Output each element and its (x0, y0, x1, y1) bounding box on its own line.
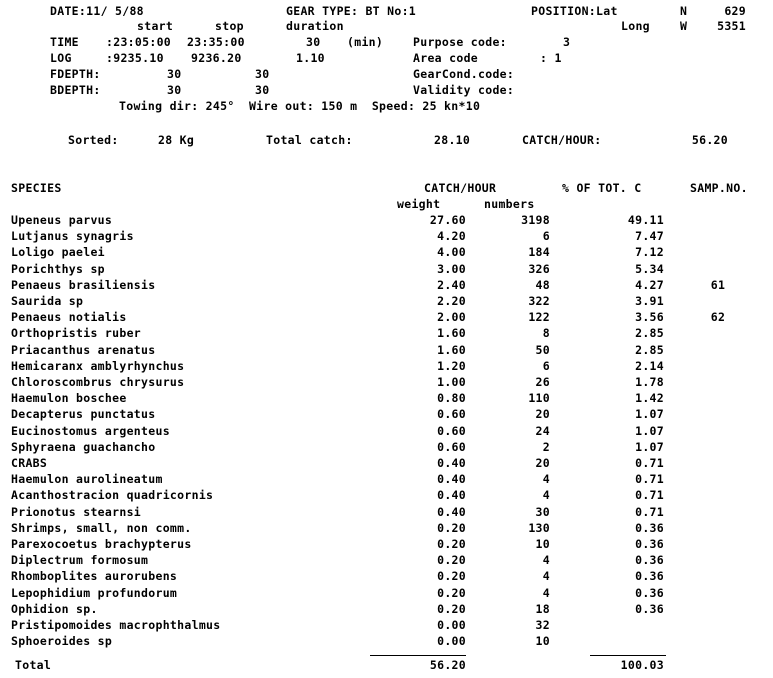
species-name: Saurida sp (11, 294, 84, 308)
catch-weight: 0.40 (437, 456, 466, 470)
sorted-value: 28 Kg (158, 133, 195, 147)
species-name: Haemulon aurolineatum (11, 472, 163, 486)
pct-of-total: 2.85 (635, 326, 664, 340)
catch-weight: 0.60 (437, 407, 466, 421)
time-unit: (min) (347, 35, 384, 49)
catch-weight: 2.20 (437, 294, 466, 308)
fdepth-start: 30 (167, 67, 182, 81)
col-start-label: start (137, 19, 174, 33)
total-pct-rule (590, 655, 666, 656)
long-label: Long (621, 19, 650, 33)
time-duration: 30 (306, 35, 321, 49)
catch-weight: 0.40 (437, 505, 466, 519)
samp-no-header: SAMP.NO. (690, 181, 748, 195)
pct-of-total: 0.36 (635, 602, 664, 616)
catch-weight: 0.00 (437, 618, 466, 632)
catch-numbers: 10 (535, 537, 550, 551)
catch-weight: 4.20 (437, 229, 466, 243)
position-label: POSITION:Lat (531, 4, 618, 18)
total-label: Total (15, 658, 52, 672)
species-name: Penaeus notialis (11, 310, 127, 324)
catch-numbers: 130 (528, 521, 550, 535)
pct-of-total: 7.47 (635, 229, 664, 243)
catch-hour-header: CATCH/HOUR (424, 181, 497, 195)
area-code-value: : 1 (540, 51, 562, 65)
species-name: Sphoeroides sp (11, 634, 113, 648)
log-label: LOG (50, 51, 72, 65)
species-name: Rhomboplites aurorubens (11, 569, 178, 583)
catch-weight: 0.20 (437, 553, 466, 567)
pct-of-total: 1.78 (635, 375, 664, 389)
species-name: Chloroscombrus chrysurus (11, 375, 185, 389)
species-name: Loligo paelei (11, 245, 105, 259)
catch-numbers: 4 (542, 569, 550, 583)
catch-numbers: 322 (528, 294, 550, 308)
catch-weight: 1.20 (437, 359, 466, 373)
catch-weight: 27.60 (429, 213, 466, 227)
catch-weight: 0.20 (437, 521, 466, 535)
catch-numbers: 110 (528, 391, 550, 405)
species-name: Lepophidium profundorum (11, 586, 178, 600)
pct-of-total: 3.56 (635, 310, 664, 324)
catch-numbers: 184 (528, 245, 550, 259)
catch-hour-value: 56.20 (691, 133, 728, 147)
total-weight: 56.20 (429, 658, 466, 672)
time-label: TIME (50, 35, 79, 49)
pct-of-total: 0.36 (635, 521, 664, 535)
gearcond-code-label: GearCond.code: (413, 67, 515, 81)
pct-of-total: 0.71 (635, 472, 664, 486)
species-name: Acanthostracion quadricornis (11, 488, 214, 502)
catch-numbers: 4 (542, 586, 550, 600)
catch-weight: 0.20 (437, 537, 466, 551)
area-code-label: Area code (413, 51, 479, 65)
catch-weight: 1.00 (437, 375, 466, 389)
pct-of-total: 49.11 (627, 213, 664, 227)
pct-of-total: 1.07 (635, 424, 664, 438)
bdepth-start: 30 (167, 83, 182, 97)
species-name: Decapterus punctatus (11, 407, 156, 421)
species-name: Sphyraena guachancho (11, 440, 156, 454)
catch-numbers: 30 (535, 505, 550, 519)
species-name: Porichthys sp (11, 262, 105, 276)
species-name: Shrimps, small, non comm. (11, 521, 192, 535)
catch-numbers: 32 (535, 618, 550, 632)
log-duration: 1.10 (296, 51, 325, 65)
pct-of-total: 2.14 (635, 359, 664, 373)
catch-numbers: 3198 (521, 213, 550, 227)
total-pct: 100.03 (620, 658, 664, 672)
species-name: Ophidion sp. (11, 602, 98, 616)
pct-of-total: 1.07 (635, 440, 664, 454)
fdepth-stop: 30 (255, 67, 270, 81)
species-name: Prionotus stearnsi (11, 505, 142, 519)
catch-numbers: 10 (535, 634, 550, 648)
species-header: SPECIES (11, 181, 62, 195)
pct-of-total: 2.85 (635, 343, 664, 357)
species-name: Upeneus parvus (11, 213, 113, 227)
species-name: Penaeus brasiliensis (11, 278, 156, 292)
time-start: :23:05:00 (106, 35, 172, 49)
species-name: Haemulon boschee (11, 391, 127, 405)
pct-of-total: 5.34 (635, 262, 664, 276)
pct-of-total: 1.07 (635, 407, 664, 421)
pct-total-header: % OF TOT. C (562, 181, 642, 195)
pct-of-total: 0.36 (635, 537, 664, 551)
species-name: Pristipomoides macrophthalmus (11, 618, 221, 632)
catch-weight: 2.40 (437, 278, 466, 292)
catch-numbers: 18 (535, 602, 550, 616)
catch-numbers: 6 (542, 229, 550, 243)
catch-numbers: 122 (528, 310, 550, 324)
towing-info: Towing dir: 245° Wire out: 150 m Speed: 25 kn*10 (119, 99, 481, 113)
pct-of-total: 4.27 (635, 278, 664, 292)
total-catch-value: 28.10 (434, 133, 471, 147)
catch-weight: 0.80 (437, 391, 466, 405)
sample-number: 61 (710, 278, 726, 292)
catch-numbers: 4 (542, 472, 550, 486)
catch-weight: 2.00 (437, 310, 466, 324)
date-text: DATE:11/ 5/88 (50, 4, 144, 18)
catch-weight: 0.00 (437, 634, 466, 648)
catch-numbers: 8 (542, 326, 550, 340)
catch-weight: 1.60 (437, 343, 466, 357)
log-start: :9235.10 (106, 51, 164, 65)
pct-of-total: 0.71 (635, 488, 664, 502)
catch-numbers: 6 (542, 359, 550, 373)
catch-numbers: 4 (542, 553, 550, 567)
long-value: 5351 (717, 19, 746, 33)
long-hemisphere: W (680, 19, 688, 33)
col-stop-label: stop (215, 19, 244, 33)
catch-numbers: 20 (535, 456, 550, 470)
species-name: Orthopristis ruber (11, 326, 142, 340)
catch-weight: 0.20 (437, 569, 466, 583)
weight-header: weight (397, 197, 441, 211)
time-stop: 23:35:00 (187, 35, 245, 49)
catch-weight: 0.40 (437, 488, 466, 502)
pct-of-total: 7.12 (635, 245, 664, 259)
purpose-code-value: 3 (563, 35, 571, 49)
log-stop: 9236.20 (191, 51, 242, 65)
catch-numbers: 26 (535, 375, 550, 389)
species-name: Eucinostomus argenteus (11, 424, 170, 438)
catch-hour-label: CATCH/HOUR: (522, 133, 602, 147)
fdepth-label: FDEPTH: (50, 67, 101, 81)
pct-of-total: 0.36 (635, 569, 664, 583)
bdepth-stop: 30 (255, 83, 270, 97)
catch-weight: 1.60 (437, 326, 466, 340)
validity-code-label: Validity code: (413, 83, 515, 97)
species-name: Diplectrum formosum (11, 553, 149, 567)
catch-numbers: 48 (535, 278, 550, 292)
catch-weight: 4.00 (437, 245, 466, 259)
catch-weight: 0.60 (437, 440, 466, 454)
species-name: CRABS (11, 456, 48, 470)
species-name: Hemicaranx amblyrhynchus (11, 359, 185, 373)
pct-of-total: 0.71 (635, 505, 664, 519)
lat-value: 629 (724, 4, 746, 18)
catch-weight: 0.20 (437, 586, 466, 600)
total-weight-rule (370, 655, 466, 656)
gear-type-text: GEAR TYPE: BT No:1 (286, 4, 417, 18)
catch-numbers: 2 (542, 440, 550, 454)
bdepth-label: BDEPTH: (50, 83, 101, 97)
purpose-code-label: Purpose code: (413, 35, 507, 49)
catch-weight: 0.60 (437, 424, 466, 438)
catch-numbers: 4 (542, 488, 550, 502)
pct-of-total: 1.42 (635, 391, 664, 405)
pct-of-total: 3.91 (635, 294, 664, 308)
pct-of-total: 0.36 (635, 553, 664, 567)
species-name: Lutjanus synagris (11, 229, 134, 243)
catch-weight: 3.00 (437, 262, 466, 276)
col-duration-label: duration (286, 19, 344, 33)
catch-numbers: 24 (535, 424, 550, 438)
catch-weight: 0.20 (437, 602, 466, 616)
lat-hemisphere: N (680, 4, 688, 18)
catch-numbers: 20 (535, 407, 550, 421)
catch-weight: 0.40 (437, 472, 466, 486)
sorted-label: Sorted: (68, 133, 119, 147)
total-catch-label: Total catch: (266, 133, 353, 147)
pct-of-total: 0.36 (635, 586, 664, 600)
pct-of-total: 0.71 (635, 456, 664, 470)
catch-numbers: 50 (535, 343, 550, 357)
sample-number: 62 (710, 310, 726, 324)
species-name: Parexocoetus brachypterus (11, 537, 192, 551)
species-name: Priacanthus arenatus (11, 343, 156, 357)
catch-numbers: 326 (528, 262, 550, 276)
numbers-header: numbers (484, 197, 535, 211)
